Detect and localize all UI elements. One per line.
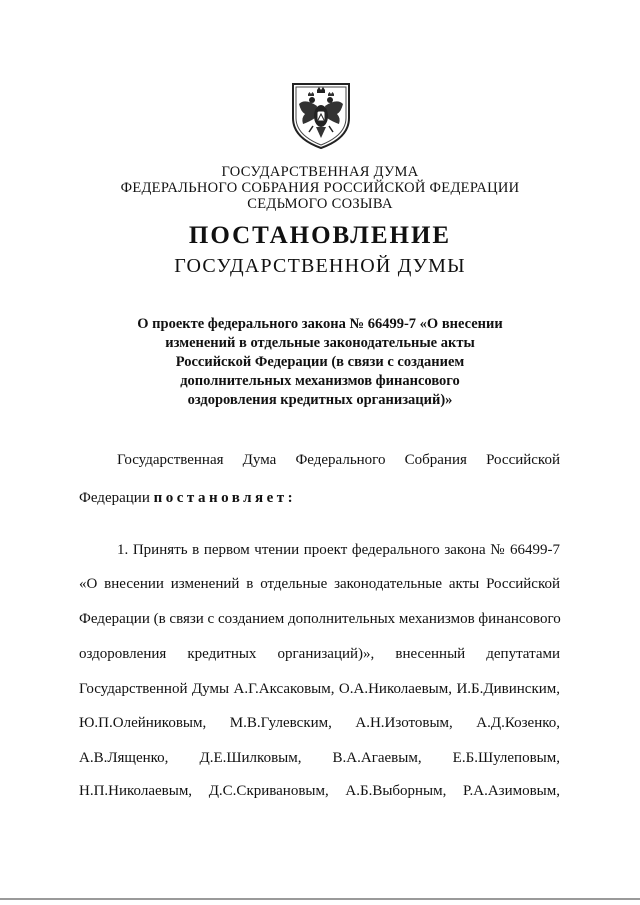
subject-line: О проекте федерального закона № 66499-7 «О внесении (137, 316, 503, 332)
duma-header-line1: ГОСУДАРСТВЕННАЯ ДУМА (221, 164, 419, 180)
duma-header-line3: СЕДЬМОГО СОЗЫВА (247, 196, 393, 212)
preamble-line2 (79, 490, 560, 507)
body-line: Федерации (в связи с созданием дополнительных механизмов финансового (79, 611, 561, 627)
subject-line: Российской Федерации (в связи с созданием (175, 354, 465, 370)
subject-line: оздоровления кредитных организаций)» (187, 392, 453, 408)
document-subtitle: ГОСУДАРСТВЕННОЙ ДУМЫ (174, 255, 466, 277)
document-title: ПОСТАНОВЛЕНИЕ (188, 222, 452, 249)
subject-line: изменений в отдельные законодательные акты (165, 335, 475, 351)
duma-header-line2: ФЕДЕРАЛЬНОГО СОБРАНИЯ РОССИЙСКОЙ ФЕДЕРАЦИИ (120, 180, 520, 196)
body-line: А.В.Лященко, Д.Е.Шилковым, В.А.Агаевым, Е.Б.Шулеповым, (79, 750, 560, 766)
body-line: Н.П.Николаевым, Д.С.Скривановым, А.Б.Выборным, Р.А.Азимовым, (79, 783, 560, 799)
resolution-subject (110, 315, 530, 410)
body-line: Ю.П.Олейниковым, М.В.Гулевским, А.Н.Изотовым, А.Д.Козенко, (79, 715, 560, 731)
decree-keyword: постановляет: (153, 490, 297, 506)
subject-line: дополнительных механизмов финансового (180, 373, 460, 389)
body-line: оздоровления кредитных организаций)», внесенный депутатами (79, 646, 560, 662)
preamble-line1: Государственная Дума Федерального Собрания Российской (117, 452, 560, 468)
preamble-start: Федерации (79, 490, 150, 506)
body-line: Государственной Думы А.Г.Аксаковым, О.А.Николаевым, И.Б.Дивинским, (79, 681, 560, 697)
scan-edge-line (0, 898, 640, 900)
body-line: 1. Принять в первом чтении проект федерального закона № 66499-7 (117, 542, 560, 558)
body-line: «О внесении изменений в отдельные законодательные акты Российской (79, 576, 560, 592)
coat-of-arms-emblem (287, 78, 355, 150)
